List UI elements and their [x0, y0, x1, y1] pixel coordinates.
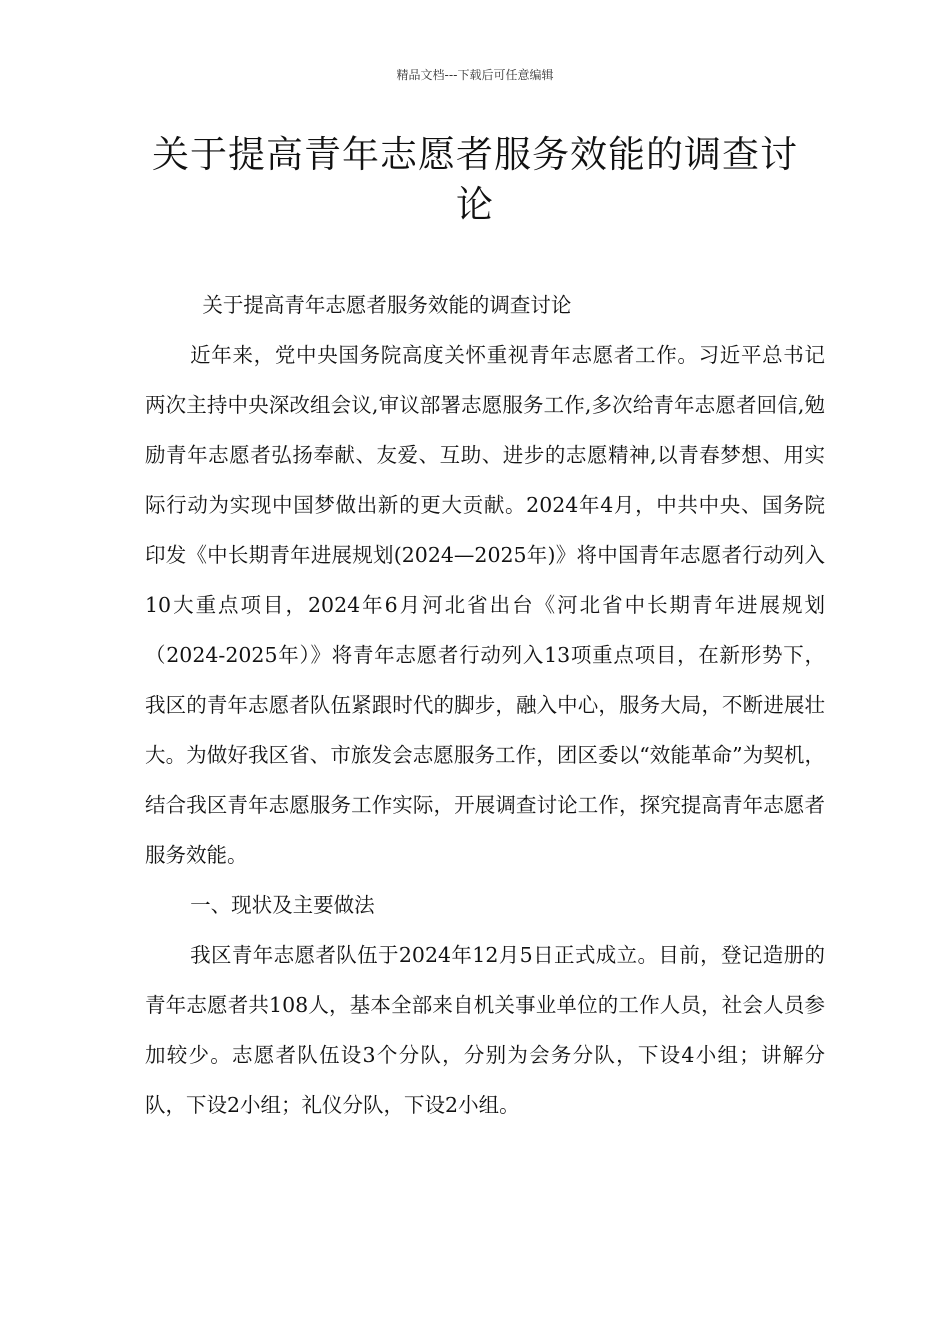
paragraph-status: 我区青年志愿者队伍于2024年12月5日正式成立。目前，登记造册的青年志愿者共108人，基本全部来自机关事业单位的工作人员，社会人员参加较少。志愿者队伍设3个分队，分别为会务分队，下设4小组；讲解分队，下设2小组；礼仪分队，下设2小组。: [145, 943, 825, 1117]
section-heading: 一、现状及主要做法: [190, 893, 375, 917]
document-subtitle: 关于提高青年志愿者服务效能的调查讨论: [202, 293, 572, 317]
document-body: [145, 280, 825, 1130]
running-header: 精品文档---下载后可任意编辑: [396, 68, 554, 82]
document-title: 关于提高青年志愿者服务效能的调查讨论: [152, 133, 798, 226]
paragraph-intro: 近年来，党中央国务院高度关怀重视青年志愿者工作。习近平总书记两次主持中央深改组会议,审议部署志愿服务工作,多次给青年志愿者回信,勉励青年志愿者弘扬奉献、友爱、互助、进步的志愿精神,以青春梦想、用实际行动为实现中国梦做出新的更大贡献。2024年4月，中共中央、国务院印发《中长期青年进展规划(2024—2025年)》将中国青年志愿者行动列入10大重点项目，2024年6月河北省出台《河北省中长期青年进展规划（2024-2025年）》将青年志愿者行动列入13项重点项目，在新形势下，我区的青年志愿者队伍紧跟时代的脚步，融入中心，服务大局，不断进展壮大。为做好我区省、市旅发会志愿服务工作，团区委以“效能革命”为契机，结合我区青年志愿服务工作实际，开展调查讨论工作，探究提高青年志愿者服务效能。: [145, 343, 825, 867]
